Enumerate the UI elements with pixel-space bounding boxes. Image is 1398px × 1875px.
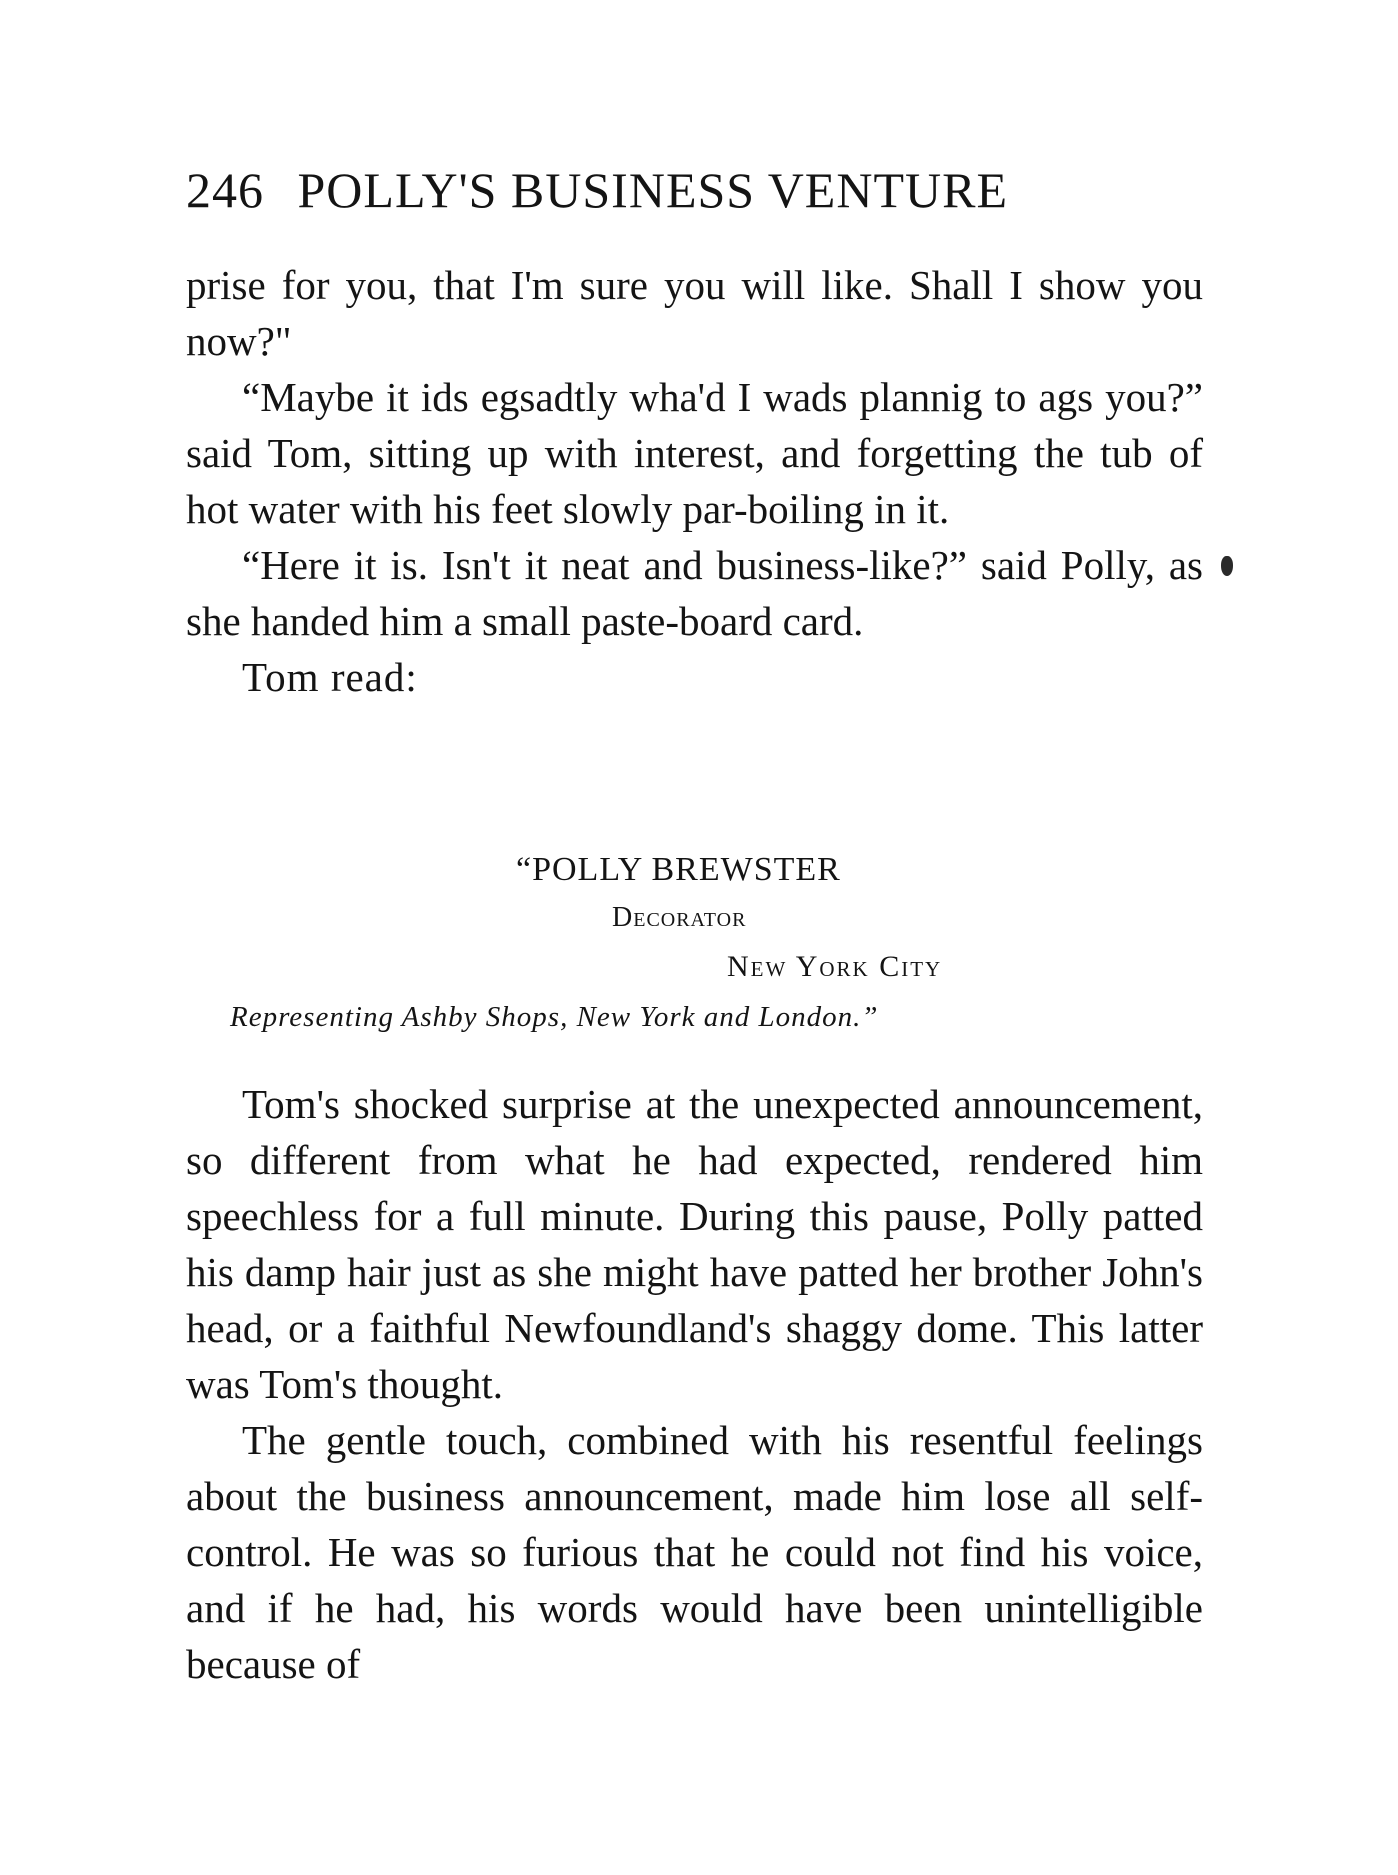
running-title: POLLY'S BUSINESS VENTURE xyxy=(297,162,1008,218)
paragraph-tom-read: Tom read: xyxy=(242,654,418,700)
lower-text-block xyxy=(186,1076,1203,1692)
page-header xyxy=(186,160,1086,220)
paragraph-gentle-touch: The gentle touch, combined with his resentful feelings about the business announcement, made him lose all self-control. He was so furious that he could not find his voice, and if he had, his words would have been unintelligible because of xyxy=(186,1417,1203,1687)
card-city: New York City xyxy=(727,950,943,983)
paragraph-tom-question: “Maybe it ids egsadtly wha'd I wads plannig to ags you?” said Tom, sitting up with interest, and forgetting the tub of hot water with his feet slowly par-boiling in it. xyxy=(186,374,1203,532)
card-title: Decorator xyxy=(612,902,747,933)
card-representing: Representing Ashby Shops, New York and London.” xyxy=(230,1001,879,1033)
paragraph-continuation: prise for you, that I'm sure you will like. Shall I show you now?" xyxy=(186,262,1203,364)
ink-speck xyxy=(1221,556,1233,576)
card-name: “POLLY BREWSTER xyxy=(516,851,841,888)
paragraph-polly-card: “Here it is. Isn't it neat and business-like?” said Polly, as she handed him a small paste-board card. xyxy=(186,542,1203,644)
paragraph-shocked-surprise: Tom's shocked surprise at the unexpected announcement, so different from what he had expected, rendered him speechless for a full minute. During this pause, Polly patted his damp hair just as she might have patted her brother John's head, or a faithful Newfoundland's shaggy dome. This latter was Tom's thought. xyxy=(186,1081,1203,1407)
page-number: 246 xyxy=(186,162,264,218)
upper-text-block xyxy=(186,257,1203,705)
